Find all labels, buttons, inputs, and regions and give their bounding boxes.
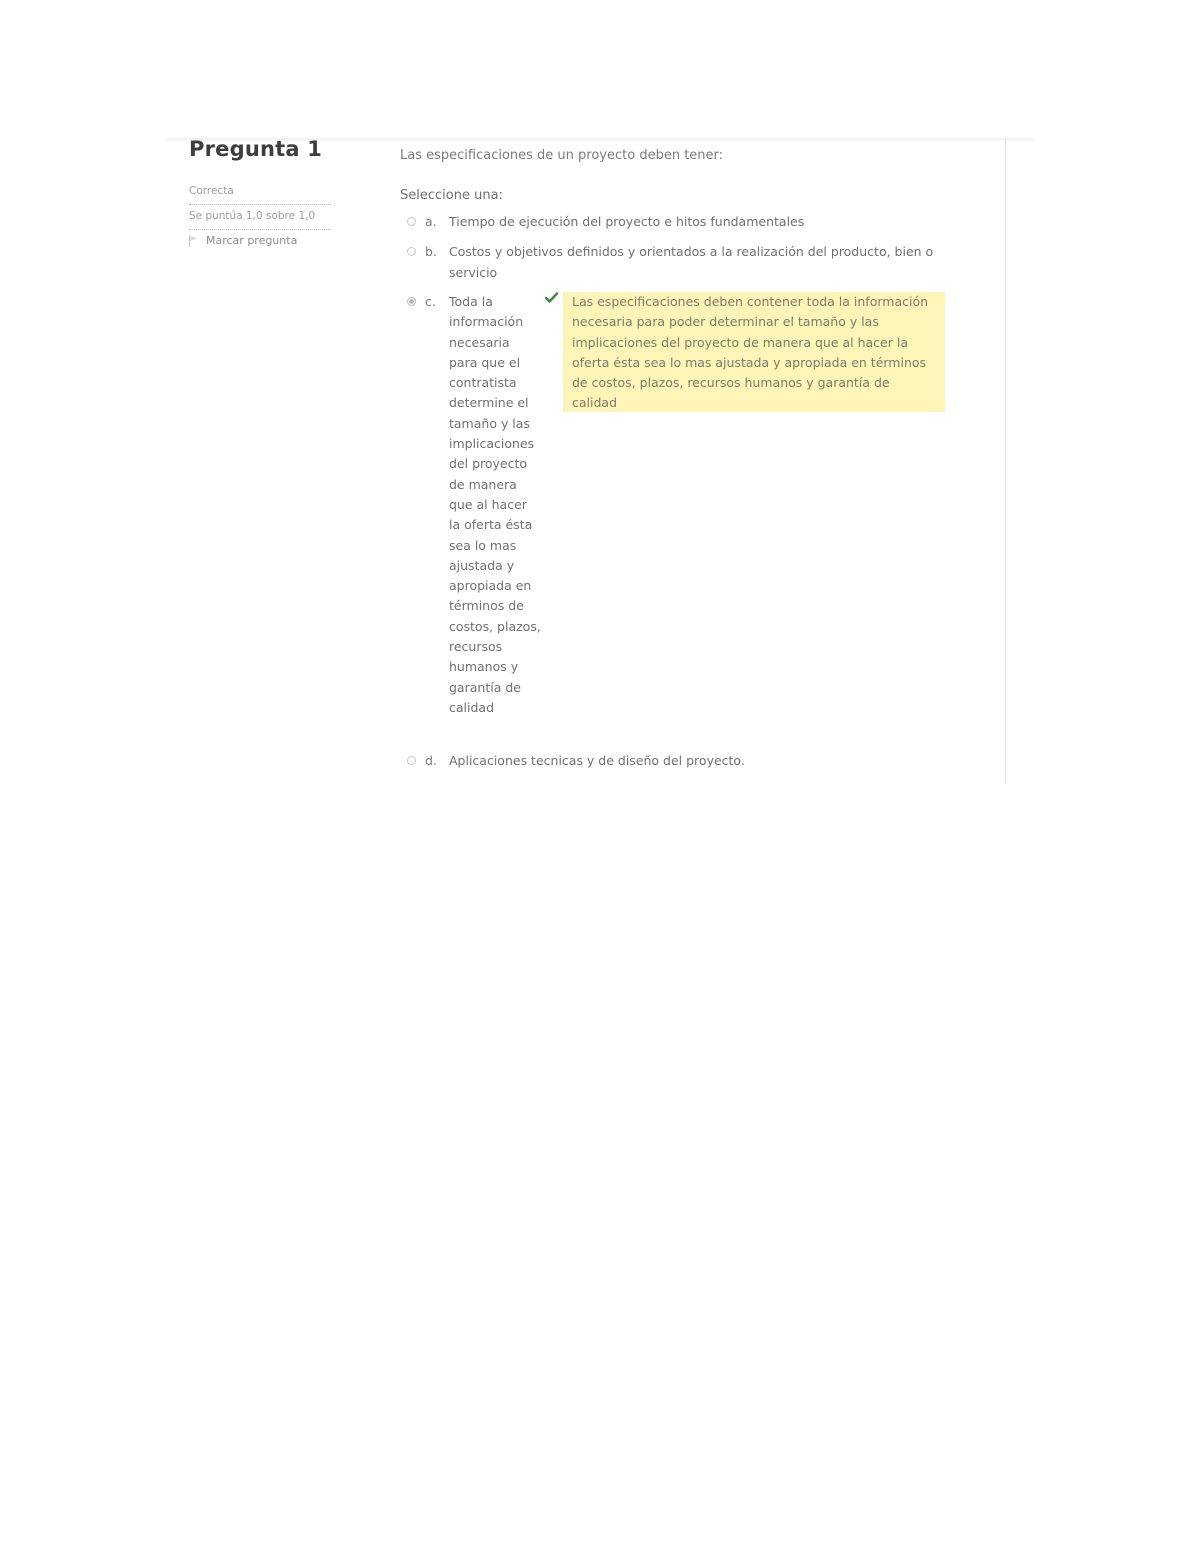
- answer-letter: c.: [425, 294, 436, 309]
- right-divider: [1005, 138, 1006, 784]
- answer-option-a[interactable]: [407, 212, 967, 242]
- check-icon: [545, 292, 558, 303]
- answer-text: Aplicaciones tecnicas y de diseño del proyecto.: [449, 753, 745, 768]
- answer-radio-c[interactable]: [407, 297, 416, 306]
- question-info: [189, 138, 331, 247]
- answer-list: [407, 212, 967, 772]
- answer-radio-b[interactable]: [407, 247, 416, 256]
- question-title: Pregunta 1: [189, 137, 323, 161]
- question-grade: Se puntúa 1,0 sobre 1,0: [189, 205, 331, 230]
- answer-option-d[interactable]: [407, 751, 967, 772]
- answer-option-b[interactable]: [407, 242, 967, 292]
- answer-text: Toda la información necesaria para que el contratista determine el tamaño y las implicaciones del proyecto de manera que al hacer la oferta ésta sea lo mas ajustada y apropiada en términos de costos, plazos, recursos humanos y garantía de calidad: [449, 294, 541, 715]
- flag-question-button[interactable]: [189, 230, 331, 247]
- answer-option-c[interactable]: [407, 292, 967, 751]
- answer-letter: d.: [425, 753, 437, 768]
- answer-radio-a[interactable]: [407, 217, 416, 226]
- answer-letter: b.: [425, 244, 437, 259]
- flag-icon: [189, 235, 198, 247]
- answer-prompt: Seleccione una:: [400, 188, 503, 203]
- flag-question-label: Marcar pregunta: [206, 234, 298, 247]
- quiz-screenshot: [167, 138, 1033, 784]
- answer-text: Costos y objetivos definidos y orientados a la realización del producto, bien o servicio: [449, 244, 934, 280]
- question-state: Correcta: [189, 180, 331, 205]
- answer-text: Tiempo de ejecución del proyecto e hitos fundamentales: [449, 214, 805, 229]
- answer-feedback: Las especificaciones deben contener toda la información necesaria para poder determinar el tamaño y las implicaciones del proyecto de manera que al hacer la oferta ésta sea lo mas ajustada y apropiada en términos de costos, plazos, recursos humanos y garantía de calidad: [563, 292, 945, 412]
- answer-letter: a.: [425, 214, 437, 229]
- question-text: Las especificaciones de un proyecto deben tener:: [400, 148, 724, 163]
- answer-radio-d[interactable]: [407, 756, 416, 765]
